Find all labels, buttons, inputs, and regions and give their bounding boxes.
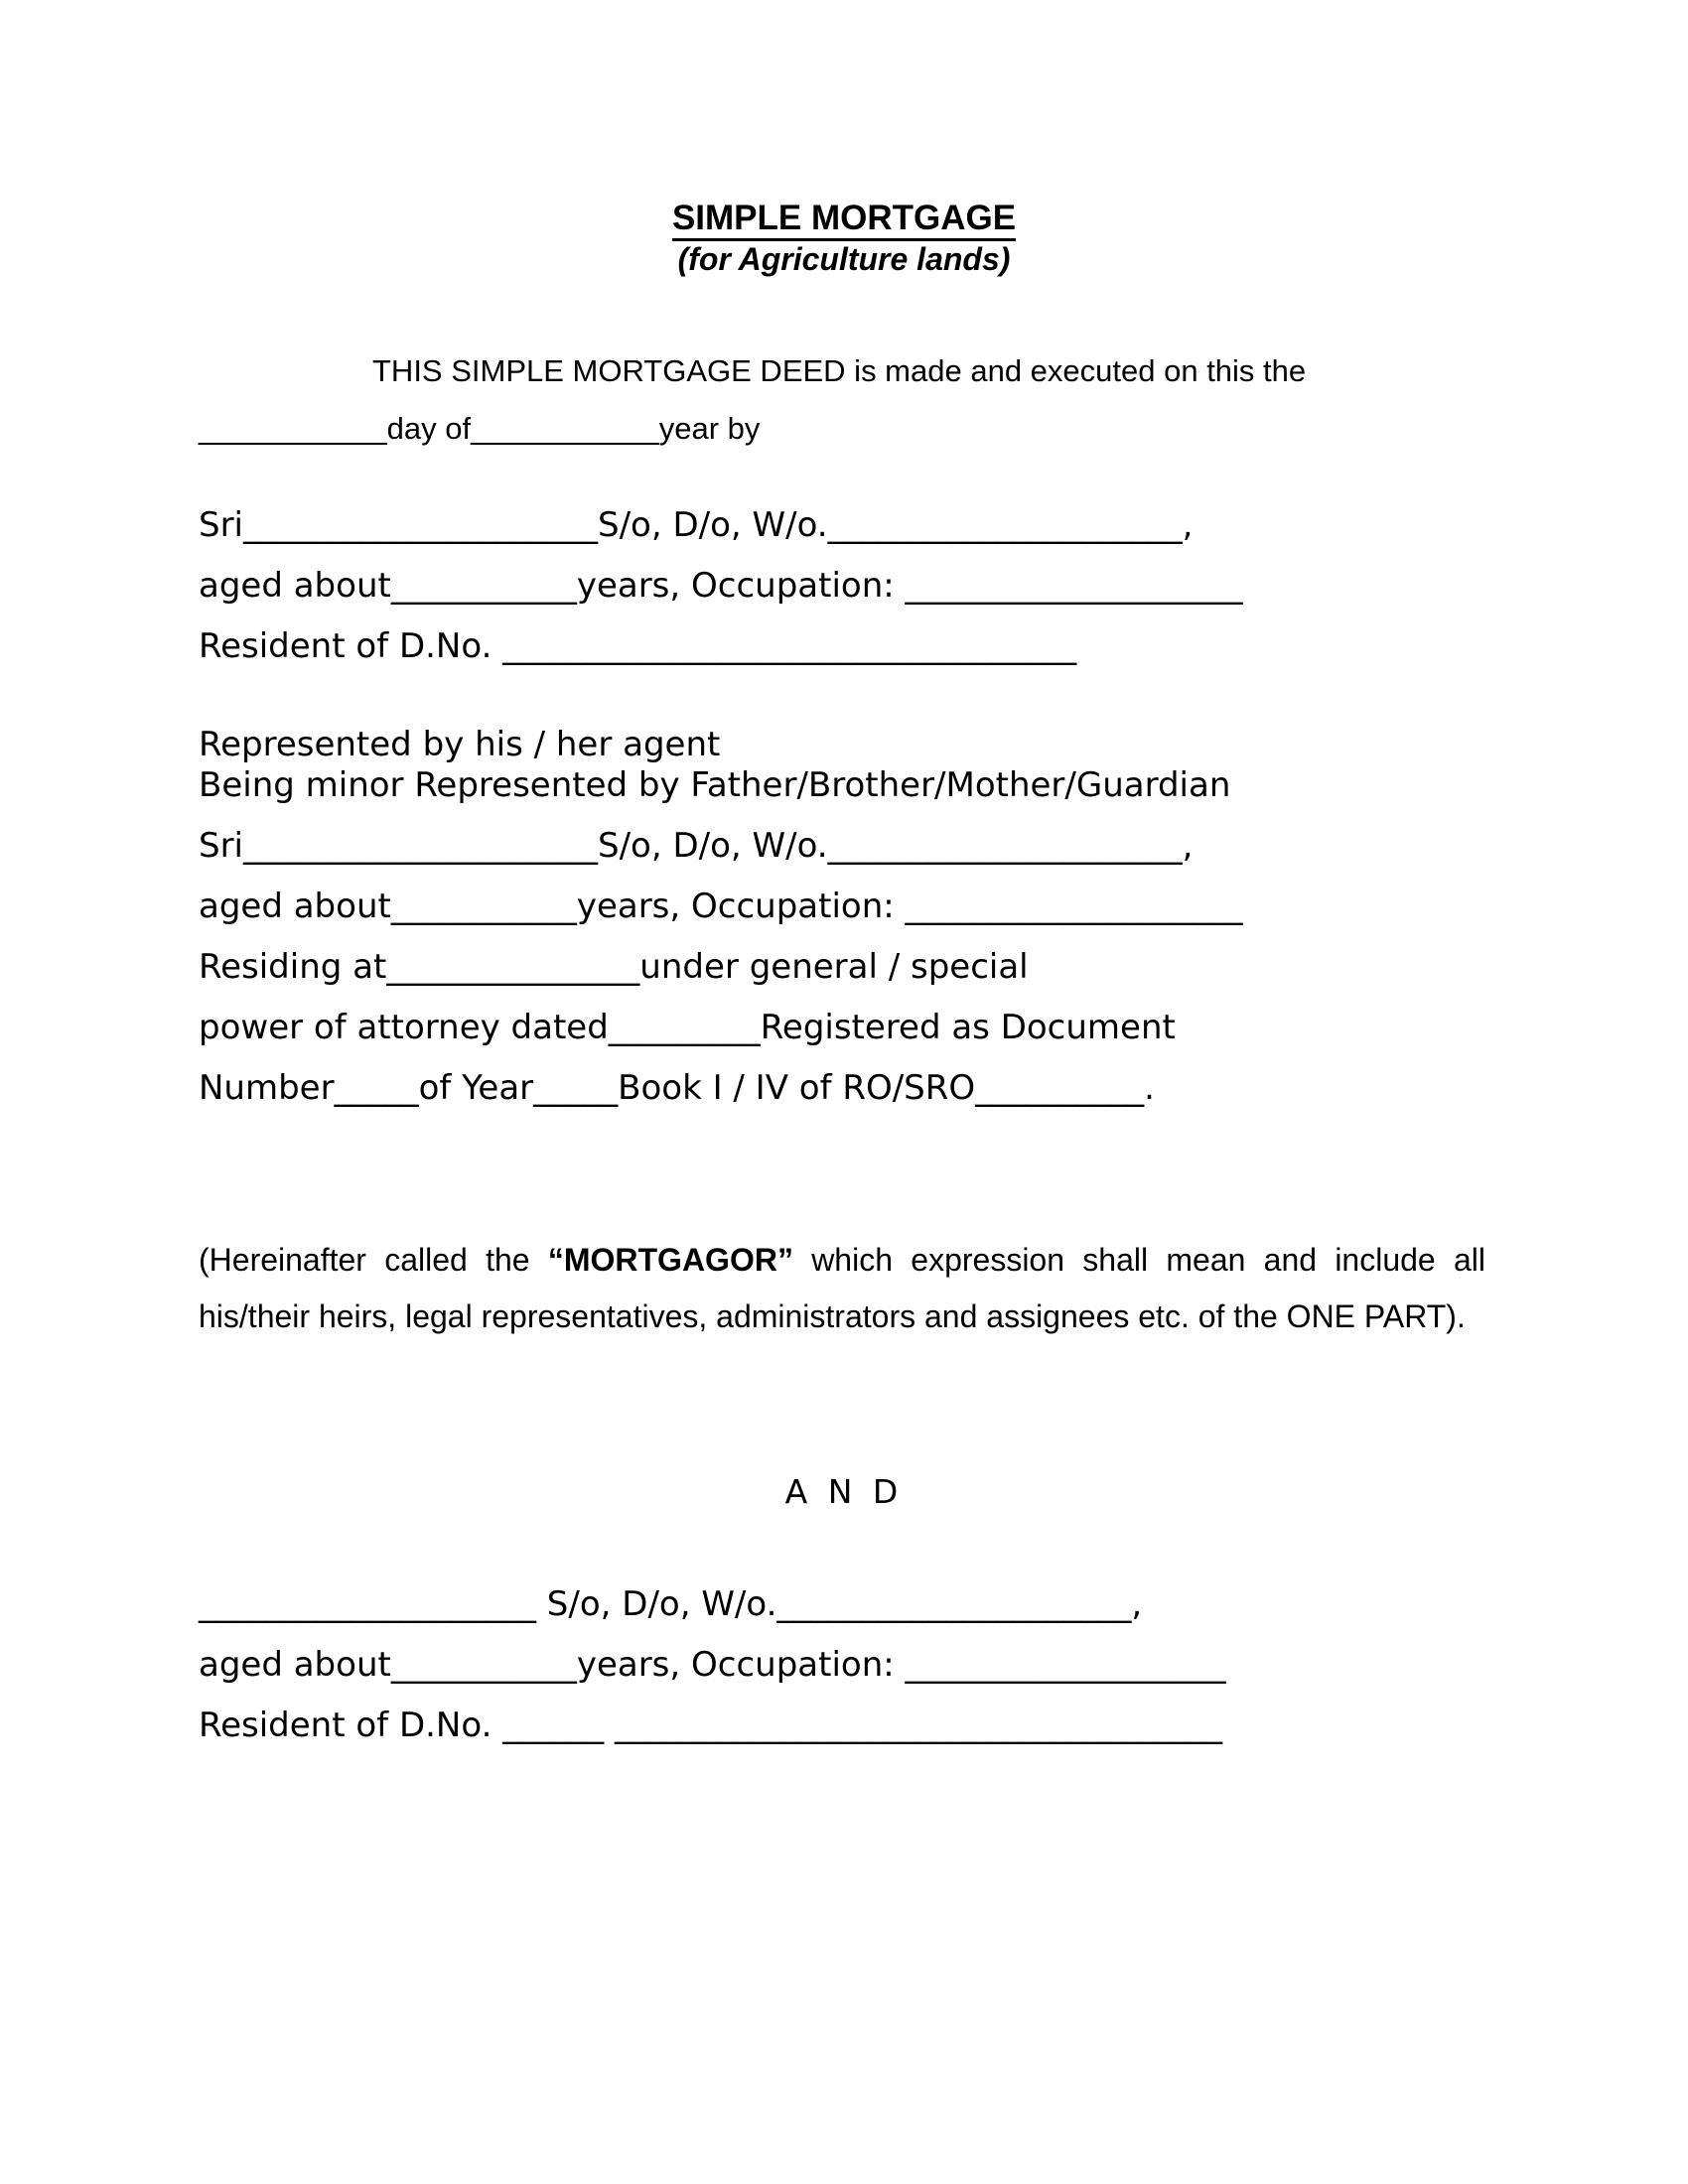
agent-poa-line: power of attorney dated_________Registered as Document — [199, 1008, 1176, 1047]
agent-document-line: Number_____of Year_____Book I / IV of RO/SRO__________. — [199, 1068, 1155, 1108]
agent-line-1: Represented by his / her agent — [199, 725, 721, 764]
document-title: SIMPLE MORTGAGE — [0, 199, 1688, 238]
intro-line-2: ___________day of___________year by — [199, 411, 761, 446]
and-separator: A N D — [784, 1472, 904, 1511]
mortgagee-address-line: Resident of D.No. ______ ____________________________________ — [199, 1706, 1222, 1745]
intro-line-1: THIS SIMPLE MORTGAGE DEED is made and executed on this the — [372, 353, 1307, 388]
agent-line-2: Being minor Represented by Father/Brother/Mother/Guardian — [199, 765, 1231, 805]
mortgagor-clause: (Hereinafter called the “MORTGAGOR” which expression shall mean and include all his/their heirs, legal representatives, administrators and assignees etc. of the ONE PART). — [199, 1242, 1486, 1334]
mortgagee-age-line: aged about___________years, Occupation: ___________________ — [199, 1645, 1226, 1685]
document-subtitle: (for Agriculture lands) — [677, 241, 1011, 277]
agent-age-line: aged about___________years, Occupation: ____________________ — [199, 887, 1243, 926]
agent-name-line: Sri_____________________S/o, D/o, W/o._____________________, — [199, 826, 1194, 866]
mortgagor-age-line: aged about___________years, Occupation: ____________________ — [199, 566, 1243, 606]
mortgagee-name-line: ____________________ S/o, D/o, W/o._____________________, — [199, 1584, 1143, 1624]
mortgagor-address-line: Resident of D.No. __________________________________ — [199, 626, 1077, 666]
mortgagor-term: “MORTGAGOR” — [547, 1242, 793, 1278]
agent-residence-line: Residing at_______________under general / special — [199, 947, 1029, 987]
mortgagor-name-line: Sri_____________________S/o, D/o, W/o._____________________, — [199, 505, 1194, 545]
